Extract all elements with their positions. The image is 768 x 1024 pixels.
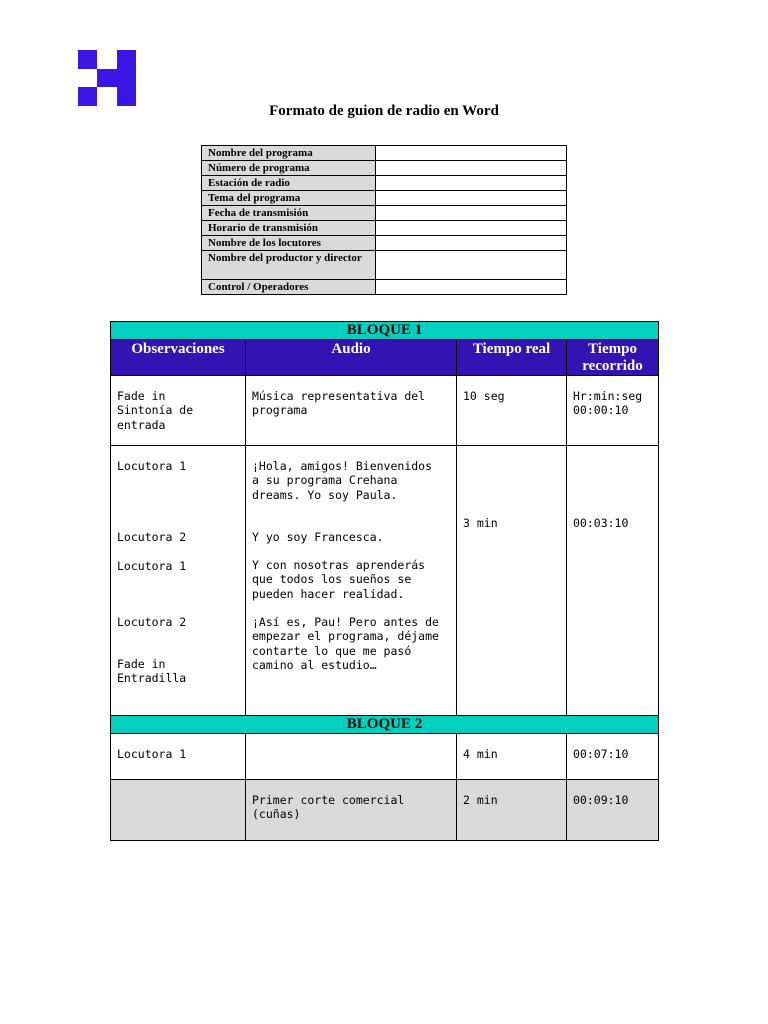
header-audio: Audio: [246, 340, 457, 376]
obs-line: Locutora 2: [117, 530, 187, 545]
table-row: [111, 734, 659, 780]
info-value[interactable]: [376, 191, 567, 206]
header-tiempo-recorrido: Tiempo recorrido: [567, 340, 659, 376]
table-row: [111, 716, 659, 734]
elapsed-time-cell: 00:03:10: [567, 446, 659, 716]
table-row: [111, 780, 659, 841]
elapsed-time-cell: Hr:min:seg 00:00:10: [567, 376, 659, 446]
table-row: [202, 206, 567, 221]
table-row: [202, 221, 567, 236]
program-info-table: [201, 145, 567, 295]
table-row: [202, 191, 567, 206]
table-row: [111, 446, 659, 716]
info-value[interactable]: [376, 221, 567, 236]
observation-cell: Locutora 1: [111, 734, 246, 780]
document-title: Formato de guion de radio en Word: [269, 103, 499, 119]
info-label: Número de programa: [202, 161, 376, 176]
info-label: Nombre del productor y director: [202, 251, 376, 280]
real-time-cell: 2 min: [457, 780, 567, 841]
real-time-cell: 4 min: [457, 734, 567, 780]
info-label: Fecha de transmisión: [202, 206, 376, 221]
info-value[interactable]: [376, 236, 567, 251]
audio-cell: [246, 446, 457, 716]
table-row: [111, 376, 659, 446]
table-row: [202, 146, 567, 161]
audio-line: Y con nosotras aprenderás que todos los sueños se pueden hacer realidad.: [252, 558, 426, 601]
bloque-1-heading: BLOQUE 1: [111, 322, 659, 340]
info-value[interactable]: [376, 251, 567, 280]
info-value[interactable]: [376, 146, 567, 161]
obs-line: Fade in Entradilla: [117, 657, 187, 686]
obs-line: Locutora 1: [117, 459, 187, 473]
header-observaciones: Observaciones: [111, 340, 246, 376]
audio-cell: [246, 734, 457, 780]
table-row: [202, 161, 567, 176]
info-value[interactable]: [376, 161, 567, 176]
elapsed-time-cell: 00:07:10: [567, 734, 659, 780]
info-label: Horario de transmisión: [202, 221, 376, 236]
audio-line: ¡Así es, Pau! Pero antes de empezar el programa, déjame contarte lo que me pasó camino al estudio…: [252, 615, 439, 672]
info-label: Nombre del programa: [202, 146, 376, 161]
obs-line: Locutora 2: [117, 614, 187, 629]
observation-cell: [111, 780, 246, 841]
elapsed-time-cell: 00:09:10: [567, 780, 659, 841]
info-value[interactable]: [376, 280, 567, 295]
info-value[interactable]: [376, 206, 567, 221]
radio-script-table: [110, 321, 659, 841]
audio-cell: Música representativa del programa: [246, 376, 457, 446]
audio-line: Y yo soy Francesca.: [252, 529, 384, 544]
info-label: Control / Operadores: [202, 280, 376, 295]
table-row: [202, 236, 567, 251]
real-time-cell: 3 min: [457, 446, 567, 716]
table-row: [202, 280, 567, 295]
audio-line: ¡Hola, amigos! Bienvenidos a su programa Crehana dreams. Yo soy Paula.: [252, 459, 433, 502]
header-tiempo-real: Tiempo real: [457, 340, 567, 376]
observation-cell: Fade in Sintonía de entrada: [111, 376, 246, 446]
audio-cell: Primer corte comercial (cuñas): [246, 780, 457, 841]
bloque-2-heading: BLOQUE 2: [111, 716, 659, 734]
table-row: [202, 176, 567, 191]
info-label: Tema del programa: [202, 191, 376, 206]
crehana-logo: [78, 50, 136, 106]
real-time-cell: 10 seg: [457, 376, 567, 446]
header-row: [111, 340, 659, 376]
observation-cell: [111, 446, 246, 716]
info-label: Nombre de los locutores: [202, 236, 376, 251]
obs-line: Locutora 1: [117, 558, 187, 573]
table-row: [111, 322, 659, 340]
info-value[interactable]: [376, 176, 567, 191]
info-label: Estación de radio: [202, 176, 376, 191]
table-row: [202, 251, 567, 280]
